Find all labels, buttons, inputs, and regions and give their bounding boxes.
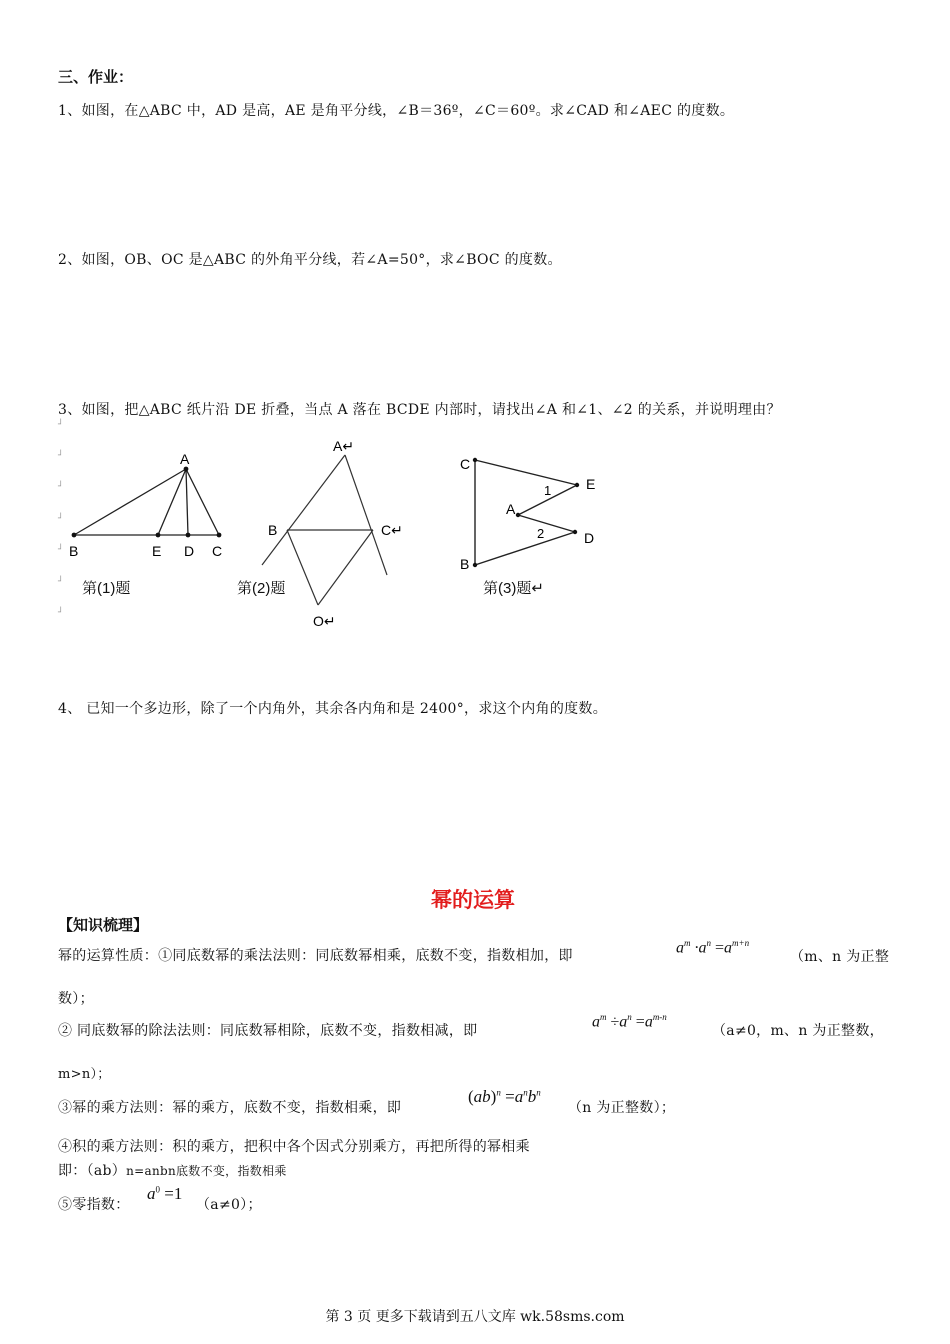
fig3-point-D	[573, 530, 577, 534]
paragraph-mark: ┘	[58, 514, 64, 524]
fig2-line-CO	[318, 530, 373, 605]
fig2-label-C: C↵	[381, 522, 403, 538]
fig1-point-D	[186, 533, 191, 538]
fig1-point-E	[156, 533, 161, 538]
question-1: 1、如图，在△ABC 中，AD 是高，AE 是角平分线，∠B＝36º，∠C＝60º。求∠CAD 和∠AEC 的度数。	[58, 103, 735, 119]
fig1-caption: 第(1)题	[82, 580, 131, 597]
fig3-label-E: E	[586, 476, 596, 492]
question-2: 2、如图，OB、OC 是△ABC 的外角平分线，若∠A=50°，求∠BOC 的度数。	[58, 252, 562, 268]
fig1-label-E: E	[152, 543, 162, 559]
fig1-point-C	[217, 533, 222, 538]
paragraph-mark: ┘	[58, 451, 64, 461]
fig3-point-C	[473, 458, 477, 462]
rule-2-condition-cont: m>n）；	[58, 1067, 111, 1082]
fig2-label-B: B	[268, 522, 278, 538]
rule-3-text: ③幂的乘方法则：幂的乘方，底数不变，指数相乘，即	[58, 1100, 402, 1116]
figure-3	[475, 460, 577, 565]
rule-1-formula: $a^m \cdot a^n =a^{m+n}$	[676, 938, 750, 957]
fig2-label-A: A↵	[333, 438, 355, 454]
section-title: 幂的运算	[431, 887, 515, 912]
fig2-caption: 第(2)题	[237, 580, 286, 597]
fig1-label-B: B	[69, 543, 79, 559]
fig3-side-CE	[475, 460, 577, 485]
rule-5-formula: $a^0 =1$	[147, 1184, 183, 1203]
paragraph-mark: ┘	[58, 482, 64, 492]
figures-svg	[0, 0, 950, 660]
fig3-label-C: C	[460, 456, 471, 472]
rule-2-text: ② 同底数幂的除法法则：同底数幂相除，底数不变，指数相减，即	[58, 1023, 478, 1039]
question-3: 3、如图，把△ABC 纸片沿 DE 折叠，当点 A 落在 BCDE 内部时，请找出∠A 和∠1、∠2 的关系，并说明理由？	[58, 402, 781, 418]
rule-4-line2-b: n=anbn底数不变，指数相乘	[126, 1164, 287, 1178]
rule-4-line2-a: 即：（ab）	[58, 1163, 127, 1179]
fig1-side-AC	[186, 469, 219, 535]
fig2-line-AB-ext	[262, 455, 345, 565]
rule-2-formula: $a^m \div a^n =a^{m-n}$	[592, 1012, 667, 1031]
fig3-point-A	[516, 513, 520, 517]
rule-2-condition: （a≠0，m、n 为正整数，	[712, 1023, 884, 1039]
question-4: 4、 已知一个多边形，除了一个内角外，其余各内角和是 2400°，求这个内角的度数。	[58, 701, 608, 717]
fig1-point-A	[184, 467, 189, 472]
fig1-side-AB	[74, 469, 186, 535]
rule-5-condition: （a≠0）；	[196, 1197, 262, 1213]
fig3-point-B	[473, 563, 477, 567]
fig1-label-A: A	[180, 451, 190, 467]
paragraph-mark: ┘	[58, 420, 64, 430]
fig2-line-AC-ext	[345, 455, 387, 575]
fig3-point-E	[575, 483, 579, 487]
rule-1-text: 幂的运算性质：①同底数幂的乘法法则：同底数幂相乘，底数不变，指数相加，即	[58, 948, 573, 964]
fig3-side-DB	[475, 532, 575, 565]
fig3-label-B: B	[460, 556, 470, 572]
rule-4-line2	[58, 1160, 287, 1180]
rule-3-condition: （n 为正整数）；	[568, 1100, 676, 1116]
paragraph-mark: ┘	[58, 545, 64, 555]
fig1-label-C: C	[212, 543, 223, 559]
figure-1	[74, 469, 219, 535]
fig3-angle-1: 1	[544, 483, 552, 498]
rule-1-condition-cont: 数）；	[58, 991, 94, 1007]
fig3-label-D: D	[584, 530, 595, 546]
fig1-point-B	[72, 533, 77, 538]
paragraph-mark: ┘	[58, 577, 64, 587]
fig3-angle-2: 2	[537, 526, 545, 541]
page-footer: 第 3 页 更多下载请到五八文库 wk.58sms.com	[325, 1309, 625, 1325]
rule-5-text: ⑤零指数：	[58, 1197, 130, 1213]
section-heading: 三、作业：	[58, 68, 134, 86]
fig3-caption: 第(3)题↵	[483, 580, 544, 597]
fig1-label-D: D	[184, 543, 195, 559]
rule-1-condition: （m、n 为正整	[790, 949, 890, 965]
fig2-line-BO	[287, 530, 318, 605]
rule-4-text: ④积的乘方法则：积的乘方，把积中各个因式分别乘方，再把所得的幂相乘	[58, 1139, 530, 1155]
fig2-label-O: O↵	[313, 613, 336, 629]
paragraph-mark: ┘	[58, 608, 64, 618]
fig3-label-A: A	[506, 501, 516, 517]
fig1-altitude-AD	[186, 469, 188, 535]
rule-3-formula: $(ab)^n =a^nb^n$	[468, 1087, 541, 1106]
fig3-side-AD	[518, 515, 575, 532]
summary-label: 【知识梳理】	[58, 916, 149, 934]
fig1-bisector-AE	[158, 469, 186, 535]
